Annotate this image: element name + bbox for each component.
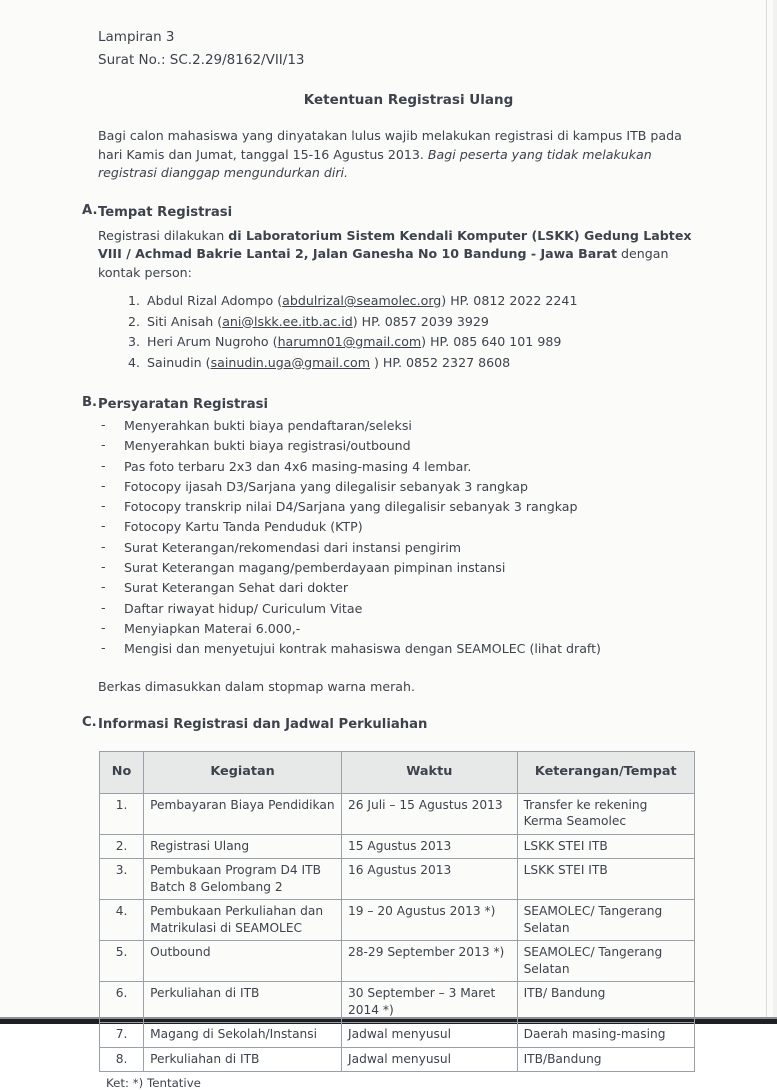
section-b-letter: B. xyxy=(82,395,98,410)
list-marker: - xyxy=(101,559,106,575)
cell-no: 7. xyxy=(100,1023,144,1048)
list-item xyxy=(98,538,777,558)
contact-name: Heri Arum Nugroho xyxy=(147,334,269,349)
table-row xyxy=(100,793,695,834)
contact-phone: ) HP. 0812 2022 2241 xyxy=(441,293,578,308)
contact-name: Sainudin xyxy=(147,354,202,370)
column-header-waktu: Waktu xyxy=(342,751,518,793)
cell-waktu: Jadwal menyusul xyxy=(342,1047,518,1072)
list-marker: - xyxy=(101,518,106,534)
cell-keterangan: Daerah masing-masing xyxy=(517,1023,694,1048)
list-item xyxy=(98,416,777,436)
requirement-text: Menyerahkan bukti biaya registrasi/outbound xyxy=(124,438,411,454)
list-marker: 1. xyxy=(127,293,140,308)
schedule-table-wrapper xyxy=(99,751,695,1073)
requirement-text: Daftar riwayat hidup/ Curiculum Vitae xyxy=(124,600,363,616)
cell-waktu: 16 Agustus 2013 xyxy=(342,859,518,900)
list-item xyxy=(98,312,777,333)
contact-name: Siti Anisah xyxy=(147,313,214,329)
cell-no: 2. xyxy=(100,834,144,859)
list-item xyxy=(98,353,777,374)
table-body xyxy=(100,793,695,1072)
cell-keterangan: LSKK STEI ITB xyxy=(517,859,694,900)
column-header-kegiatan: Kegiatan xyxy=(144,751,342,793)
cell-no: 5. xyxy=(100,941,144,982)
section-b-title: Persyaratan Registrasi xyxy=(98,397,269,412)
paren-open: ( xyxy=(268,334,278,349)
venue-name: di Laboratorium Sistem Kendali Komputer (LSKK) Gedung Labtex VIII / Achmad Bakrie Lantai 2, Jalan Ganesha No 10 Bandung - Jawa Barat xyxy=(98,227,692,261)
list-marker: 2. xyxy=(127,313,140,329)
list-marker: - xyxy=(101,417,106,432)
cell-keterangan: SEAMOLEC/ Tangerang Selatan xyxy=(517,941,694,982)
cell-keterangan: LSKK STEI ITB xyxy=(517,834,694,859)
cell-waktu: 30 September – 3 Maret 2014 *) xyxy=(342,982,518,1023)
cell-waktu: 28-29 September 2013 *) xyxy=(342,941,518,982)
venue-tail-text: dengan kontak person: xyxy=(98,246,669,280)
requirement-text: Fotocopy transkrip nilai D4/Sarjana yang dilegalisir sebanyak 3 rangkap xyxy=(124,499,578,515)
table-head xyxy=(100,751,695,793)
list-item xyxy=(98,332,777,353)
section-tempat-registrasi xyxy=(0,203,777,374)
cell-keterangan: ITB/ Bandung xyxy=(517,982,694,1023)
table-row xyxy=(100,834,695,859)
attachment-label: Lampiran 3 xyxy=(98,29,175,45)
requirement-text: Menyiapkan Materai 6.000,- xyxy=(124,620,301,636)
table-row xyxy=(100,1023,695,1048)
table-header-row xyxy=(100,751,695,793)
cell-waktu: 19 – 20 Agustus 2013 *) xyxy=(342,900,518,941)
list-item xyxy=(98,599,777,619)
cell-waktu: 15 Agustus 2013 xyxy=(342,834,518,859)
contact-email[interactable]: harumn01@gmail.com xyxy=(277,334,422,349)
list-marker: - xyxy=(101,477,106,493)
contact-email[interactable]: abdulrizal@seamolec.org xyxy=(282,293,442,308)
cell-kegiatan: Magang di Sekolah/Instansi xyxy=(144,1023,342,1048)
paren-open: ( xyxy=(273,293,283,308)
column-header-keterangan: Keterangan/Tempat xyxy=(517,751,694,793)
section-c-title: Informasi Registrasi dan Jadwal Perkuliahan xyxy=(98,716,428,732)
list-marker: - xyxy=(101,599,106,615)
requirement-text: Menyerahkan bukti biaya pendaftaran/seleksi xyxy=(124,418,412,433)
table-row xyxy=(100,941,695,982)
list-item xyxy=(98,619,777,639)
cell-waktu: 26 Juli – 15 Agustus 2013 xyxy=(342,793,518,834)
requirement-text: Surat Keterangan Sehat dari dokter xyxy=(124,580,349,596)
cell-keterangan: SEAMOLEC/ Tangerang Selatan xyxy=(517,900,694,941)
contact-phone: ) HP. 0857 2039 3929 xyxy=(352,313,489,329)
list-item xyxy=(98,436,777,456)
stopmap-note: Berkas dimasukkan dalam stopmap warna merah. xyxy=(98,678,415,694)
cell-kegiatan: Pembukaan Program D4 ITB Batch 8 Gelombang 2 xyxy=(144,859,342,900)
requirement-text: Surat Keterangan magang/pemberdayaan pimpinan instansi xyxy=(124,560,506,576)
contact-phone: ) HP. 085 640 101 989 xyxy=(421,334,562,349)
section-a-title: Tempat Registrasi xyxy=(98,204,233,220)
requirement-text: Fotocopy ijasah D3/Sarjana yang dilegalisir sebanyak 3 rangkap xyxy=(124,478,528,494)
table-footnote: Ket: *) Tentative xyxy=(106,1076,201,1090)
cell-kegiatan: Registrasi Ulang xyxy=(144,834,342,859)
list-item xyxy=(98,517,777,537)
table-row xyxy=(100,859,695,900)
table-row xyxy=(100,1047,695,1072)
requirement-text: Surat Keterangan/rekomendasi dari instansi pengirim xyxy=(124,539,461,555)
requirement-text: Mengisi dan menyetujui kontrak mahasiswa dengan SEAMOLEC (lihat draft) xyxy=(124,641,601,657)
cell-no: 1. xyxy=(100,793,144,834)
list-marker: - xyxy=(101,498,106,514)
requirement-text: Fotocopy Kartu Tanda Penduduk (KTP) xyxy=(124,519,363,535)
cell-no: 4. xyxy=(100,900,144,941)
cell-keterangan: Transfer ke rekening Kerma Seamolec xyxy=(517,793,694,834)
contact-email[interactable]: sainudin.uga@gmail.com xyxy=(210,354,370,370)
intro-paragraph xyxy=(98,127,702,183)
contact-person-list xyxy=(98,291,777,373)
cell-kegiatan: Outbound xyxy=(144,941,342,982)
cell-no: 3. xyxy=(100,859,144,900)
list-item xyxy=(98,639,777,659)
section-c-letter: C. xyxy=(82,714,97,730)
section-informasi-jadwal xyxy=(0,715,777,734)
cell-kegiatan: Perkuliahan di ITB xyxy=(144,1047,342,1072)
requirements-list xyxy=(98,416,777,660)
cell-no: 8. xyxy=(100,1047,144,1072)
list-marker: - xyxy=(101,538,106,554)
list-item xyxy=(98,558,777,578)
list-marker: - xyxy=(101,579,106,595)
list-marker: - xyxy=(101,437,106,453)
intro-text-normal: Bagi calon mahasiswa yang dinyatakan lulus wajib melakukan registrasi di kampus ITB pada hari Kamis dan Jumat, tanggal 15-16 Agustus 2013. xyxy=(98,128,682,162)
list-marker: - xyxy=(101,640,106,656)
cell-kegiatan: Pembukaan Perkuliahan dan Matrikulasi di SEAMOLEC xyxy=(144,900,342,941)
section-persyaratan-registrasi xyxy=(0,395,777,660)
list-marker: - xyxy=(101,619,106,635)
column-header-no: No xyxy=(100,751,144,793)
list-item xyxy=(98,477,777,497)
contact-phone: ) HP. 0852 2327 8608 xyxy=(369,354,511,370)
page-title: Ketentuan Registrasi Ulang xyxy=(303,92,514,108)
section-a-letter: A. xyxy=(82,202,98,218)
section-a-body xyxy=(98,227,699,283)
cell-waktu: Jadwal menyusul xyxy=(342,1023,518,1048)
paren-open: ( xyxy=(201,354,211,370)
list-marker: - xyxy=(101,457,106,473)
letter-number: Surat No.: SC.2.29/8162/VII/13 xyxy=(98,52,305,68)
cell-no: 6. xyxy=(100,982,144,1023)
list-item xyxy=(98,457,777,477)
venue-lead-text: Registrasi dilakukan xyxy=(98,227,229,243)
table-row xyxy=(100,982,695,1023)
list-item xyxy=(98,578,777,598)
paren-open: ( xyxy=(213,313,223,329)
contact-name: Abdul Rizal Adompo xyxy=(147,293,274,308)
cell-keterangan: ITB/Bandung xyxy=(517,1047,694,1072)
cell-kegiatan: Pembayaran Biaya Pendidikan xyxy=(144,793,342,834)
table-row xyxy=(100,900,695,941)
requirement-text: Pas foto terbaru 2x3 dan 4x6 masing-masing 4 lembar. xyxy=(124,458,472,474)
cell-kegiatan: Perkuliahan di ITB xyxy=(144,982,342,1023)
list-item xyxy=(98,497,777,517)
list-item xyxy=(98,291,777,312)
schedule-table xyxy=(99,751,695,1073)
list-marker: 3. xyxy=(127,334,140,349)
intro-text-italic: Bagi peserta yang tidak melakukan registrasi dianggap mengundurkan diri. xyxy=(98,146,652,180)
contact-email[interactable]: ani@lskk.ee.itb.ac.id xyxy=(222,313,353,329)
list-marker: 4. xyxy=(127,354,140,370)
